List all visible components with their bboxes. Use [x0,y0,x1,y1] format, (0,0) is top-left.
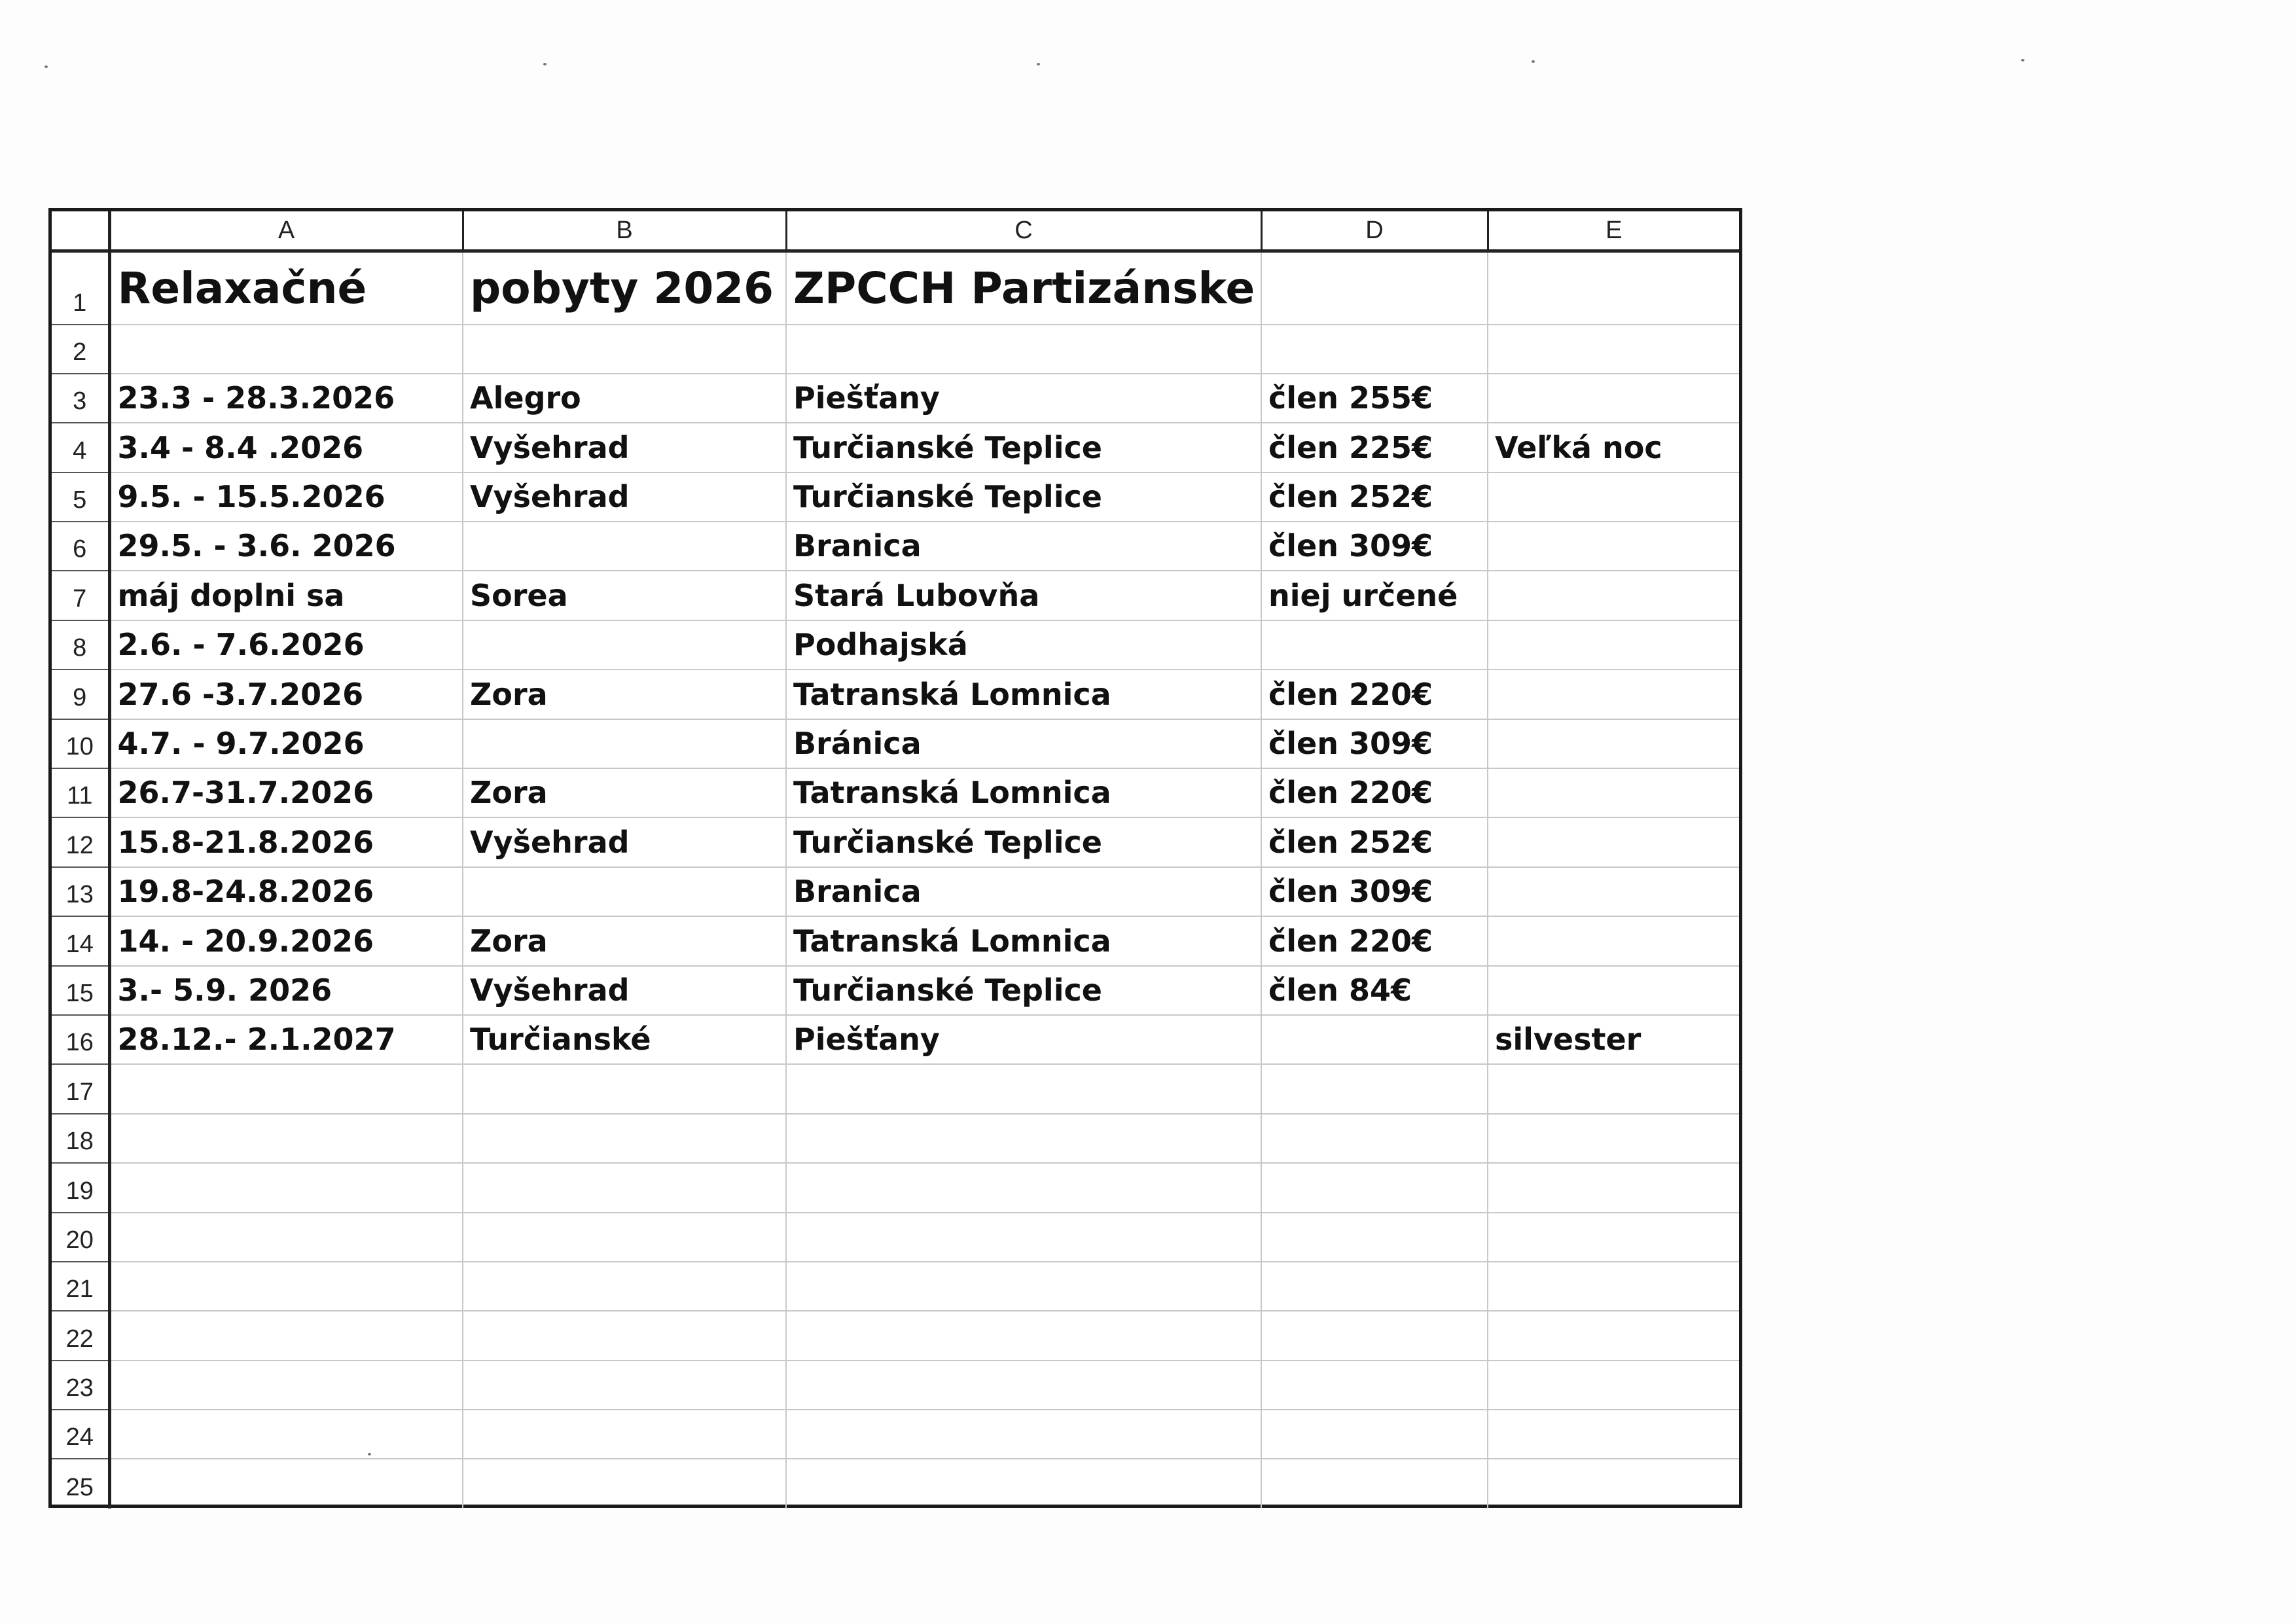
cell-a: 23.3 - 28.3.2026 [109,374,463,423]
cell-d: člen 309€ [1261,867,1488,916]
table-row [52,1459,1739,1508]
cell-d [1261,1213,1488,1262]
cell-e [1488,817,1739,866]
cell-e [1488,1213,1739,1262]
cell-d: člen 252€ [1261,817,1488,866]
row-number: 13 [52,867,109,916]
cell-d [1261,1114,1488,1163]
table-row [52,571,1739,620]
table-row [52,1163,1739,1212]
cell-e [1488,719,1739,768]
cell-e [1488,1163,1739,1212]
cell-a [109,1114,463,1163]
cell-d: člen 252€ [1261,473,1488,522]
spreadsheet-grid [52,211,1739,1508]
cell-b: Vyšehrad [463,473,786,522]
cell-d: člen 84€ [1261,966,1488,1015]
cell-c [786,1410,1261,1459]
row-number: 4 [52,423,109,472]
cell-c: ZPCCH Partizánske [786,251,1261,325]
cell-b [463,620,786,669]
cell-c: Stará Lubovňa [786,571,1261,620]
table-row [52,1361,1739,1410]
cell-c [786,1163,1261,1212]
row-number: 3 [52,374,109,423]
cell-d: člen 220€ [1261,669,1488,719]
cell-c [786,1213,1261,1262]
cell-d: člen 309€ [1261,522,1488,571]
cell-e [1488,1361,1739,1410]
cell-c [786,1311,1261,1360]
cell-c: Branica [786,867,1261,916]
row-number: 2 [52,325,109,374]
cell-e [1488,1114,1739,1163]
row-number: 17 [52,1064,109,1113]
cell-d: člen 225€ [1261,423,1488,472]
cell-c [786,325,1261,374]
cell-b: Turčianské [463,1015,786,1064]
table-row [52,1213,1739,1262]
cell-e [1488,669,1739,719]
scan-speck [1532,60,1535,63]
table-row [52,719,1739,768]
cell-a: 14. - 20.9.2026 [109,916,463,965]
row-number: 6 [52,522,109,571]
row-number: 16 [52,1015,109,1064]
row-number: 9 [52,669,109,719]
cell-b: Zora [463,916,786,965]
row-number: 20 [52,1213,109,1262]
row-number: 1 [52,251,109,325]
cell-a: 27.6 -3.7.2026 [109,669,463,719]
row-number: 22 [52,1311,109,1360]
table-row [52,1410,1739,1459]
cell-a [109,1213,463,1262]
corner-cell [52,211,109,251]
table-row [52,473,1739,522]
cell-c: Turčianské Teplice [786,473,1261,522]
cell-b [463,1311,786,1360]
cell-b [463,1410,786,1459]
cell-e [1488,251,1739,325]
row-number: 14 [52,916,109,965]
cell-a: 3.- 5.9. 2026 [109,966,463,1015]
table-row [52,768,1739,817]
cell-e [1488,522,1739,571]
cell-e [1488,966,1739,1015]
cell-c: Turčianské Teplice [786,966,1261,1015]
cell-c: Turčianské Teplice [786,423,1261,472]
cell-e [1488,1410,1739,1459]
cell-b: Zora [463,669,786,719]
cell-e [1488,1064,1739,1113]
cell-d [1261,1262,1488,1311]
cell-e [1488,620,1739,669]
table-row [52,867,1739,916]
cell-d: člen 309€ [1261,719,1488,768]
column-header-row [52,211,1739,251]
cell-a [109,1163,463,1212]
cell-c: Turčianské Teplice [786,817,1261,866]
table-row [52,1114,1739,1163]
cell-a: máj doplni sa [109,571,463,620]
cell-d: člen 255€ [1261,374,1488,423]
cell-a: Relaxačné [109,251,463,325]
cell-b: Vyšehrad [463,966,786,1015]
cell-c: Podhajská [786,620,1261,669]
cell-b [463,1163,786,1212]
cell-e [1488,916,1739,965]
row-number: 12 [52,817,109,866]
cell-c: Tatranská Lomnica [786,669,1261,719]
row-number: 7 [52,571,109,620]
cell-d [1261,1410,1488,1459]
cell-a [109,325,463,374]
cell-a: 19.8-24.8.2026 [109,867,463,916]
cell-b [463,1262,786,1311]
cell-a [109,1064,463,1113]
cell-b [463,867,786,916]
cell-a: 3.4 - 8.4 .2026 [109,423,463,472]
cell-d [1261,620,1488,669]
table-row [52,522,1739,571]
row-number: 8 [52,620,109,669]
cell-b: Alegro [463,374,786,423]
scan-speck [45,65,48,68]
cell-d [1261,1459,1488,1508]
cell-c [786,1361,1261,1410]
cell-a [109,1459,463,1508]
table-row [52,669,1739,719]
cell-c: Tatranská Lomnica [786,768,1261,817]
table-row [52,1262,1739,1311]
scan-speck [2021,59,2024,62]
row-number: 18 [52,1114,109,1163]
cell-b [463,1361,786,1410]
column-header-b: B [463,211,786,251]
cell-a [109,1361,463,1410]
table-row [52,1311,1739,1360]
cell-c: Bránica [786,719,1261,768]
cell-c: Piešťany [786,1015,1261,1064]
row-number: 5 [52,473,109,522]
cell-b: Zora [463,768,786,817]
table-row [52,325,1739,374]
cell-b: pobyty 2026 [463,251,786,325]
cell-e [1488,867,1739,916]
cell-b: Vyšehrad [463,423,786,472]
cell-a [109,1410,463,1459]
column-header-c: C [786,211,1261,251]
cell-b [463,325,786,374]
spreadsheet-printout [48,208,1742,1508]
row-number: 10 [52,719,109,768]
row-number: 15 [52,966,109,1015]
cell-d: člen 220€ [1261,768,1488,817]
row-number: 24 [52,1410,109,1459]
cell-c [786,1262,1261,1311]
cell-d [1261,251,1488,325]
row-number: 11 [52,768,109,817]
column-header-a: A [109,211,463,251]
table-row [52,620,1739,669]
table-row [52,916,1739,965]
cell-b [463,1064,786,1113]
cell-d [1261,1015,1488,1064]
cell-b [463,522,786,571]
cell-a: 15.8-21.8.2026 [109,817,463,866]
cell-b [463,719,786,768]
cell-a: 29.5. - 3.6. 2026 [109,522,463,571]
table-row [52,374,1739,423]
cell-b [463,1213,786,1262]
cell-d [1261,1064,1488,1113]
cell-d [1261,1311,1488,1360]
cell-e [1488,1459,1739,1508]
cell-e [1488,1311,1739,1360]
table-row [52,966,1739,1015]
row-number: 23 [52,1361,109,1410]
row-number: 21 [52,1262,109,1311]
table-row [52,817,1739,866]
row-number: 19 [52,1163,109,1212]
cell-e [1488,768,1739,817]
cell-d [1261,1163,1488,1212]
cell-c [786,1114,1261,1163]
cell-e: silvester [1488,1015,1739,1064]
cell-a [109,1262,463,1311]
cell-d [1261,325,1488,374]
scan-speck [543,63,547,65]
cell-c [786,1064,1261,1113]
cell-e [1488,325,1739,374]
cell-b [463,1459,786,1508]
table-row [52,251,1739,325]
cell-a: 4.7. - 9.7.2026 [109,719,463,768]
cell-e [1488,374,1739,423]
cell-e [1488,571,1739,620]
cell-e: Veľká noc [1488,423,1739,472]
cell-c: Tatranská Lomnica [786,916,1261,965]
cell-c [786,1459,1261,1508]
scan-speck [368,1453,371,1455]
column-header-e: E [1488,211,1739,251]
scan-speck [1037,63,1040,65]
cell-b: Vyšehrad [463,817,786,866]
table-row [52,423,1739,472]
table-row [52,1015,1739,1064]
cell-d [1261,1361,1488,1410]
cell-c: Piešťany [786,374,1261,423]
cell-a: 26.7-31.7.2026 [109,768,463,817]
cell-d: člen 220€ [1261,916,1488,965]
cell-a [109,1311,463,1360]
cell-a: 2.6. - 7.6.2026 [109,620,463,669]
cell-a: 9.5. - 15.5.2026 [109,473,463,522]
column-header-d: D [1261,211,1488,251]
cell-e [1488,473,1739,522]
cell-b [463,1114,786,1163]
cell-e [1488,1262,1739,1311]
cell-a: 28.12.- 2.1.2027 [109,1015,463,1064]
table-row [52,1064,1739,1113]
row-number: 25 [52,1459,109,1508]
cell-c: Branica [786,522,1261,571]
cell-d: niej určené [1261,571,1488,620]
cell-b: Sorea [463,571,786,620]
